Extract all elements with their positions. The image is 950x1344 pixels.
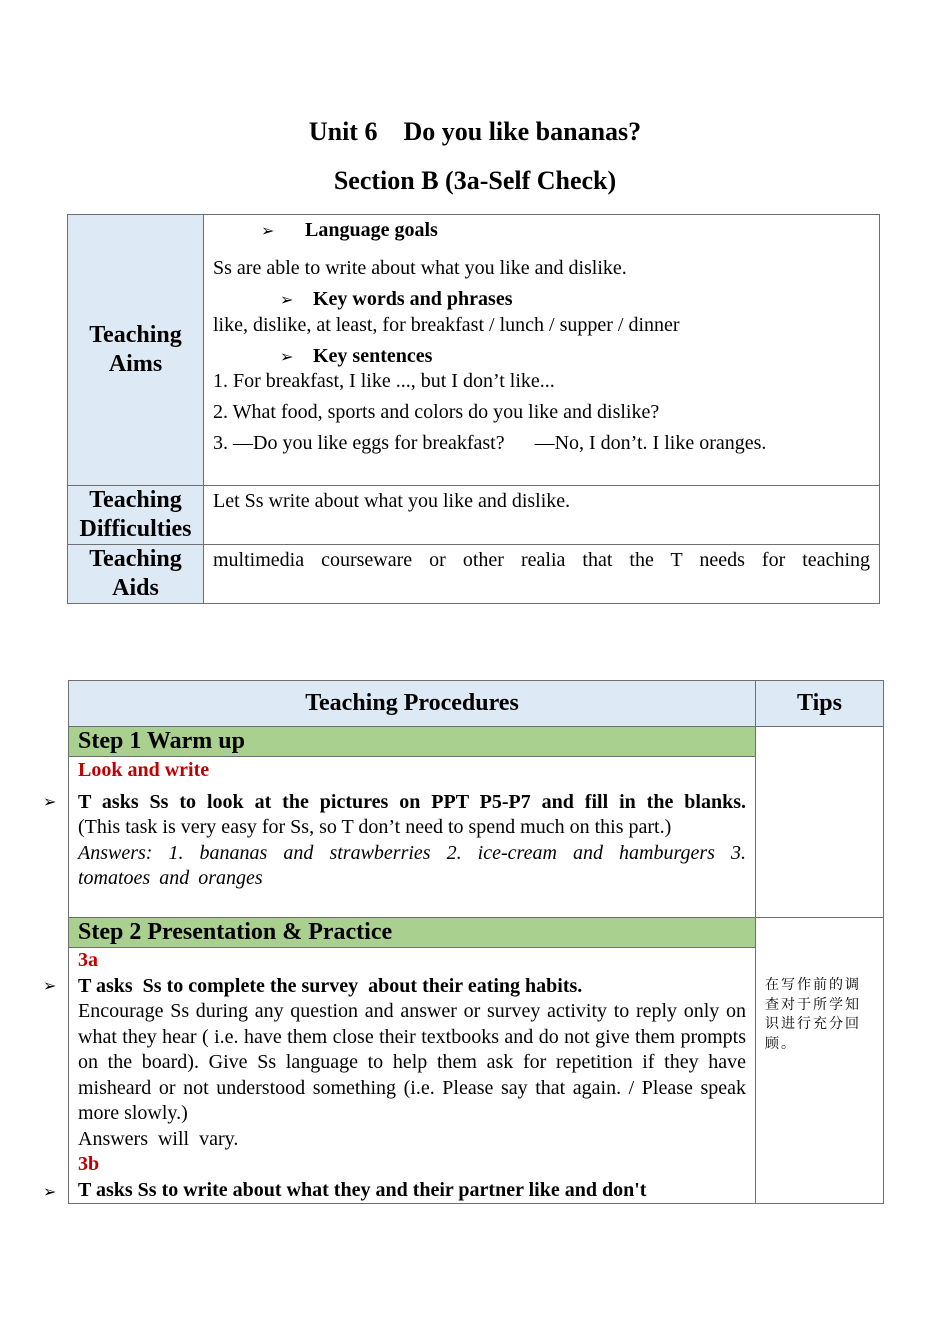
step1-title: Step 1 Warm up	[69, 727, 756, 757]
label-3a: 3a	[78, 949, 98, 971]
page-subtitle: Section B (3a-Self Check)	[333, 166, 617, 195]
aims-content	[204, 215, 880, 486]
label-3b: 3b	[78, 1153, 100, 1175]
aids-label: Teaching Aids	[68, 545, 204, 604]
language-goals-text: Ss are able to write about what you like and dislike.	[213, 257, 627, 279]
page-title: Unit 6 Do you like bananas?	[308, 117, 642, 146]
tips-header: Tips	[756, 681, 884, 727]
key-words-heading: ➢ Key words and phrases	[213, 284, 870, 315]
arrow-bullet-icon: ➢	[43, 792, 57, 811]
sentence-1: 1. For breakfast, I like ..., but I don’t like...	[213, 370, 555, 392]
step1-subtitle: Look and write	[78, 759, 210, 781]
sentence-2: 2. What food, sports and colors do you like and dislike?	[213, 401, 660, 423]
aids-text: multimedia courseware or other realia that the T needs for teaching	[204, 545, 880, 604]
teaching-aims-table	[67, 214, 880, 604]
step1-answers: Answers: 1. bananas and strawberries 2. ice-cream and hamburgers 3. tomatoes and oranges	[78, 841, 746, 889]
procedures-header: Teaching Procedures	[69, 681, 756, 727]
step1-note: (This task is very easy for Ss, so T don’t need to spend much on this part.)	[78, 816, 672, 838]
instruction-3a: T asks Ss to complete the survey about their eating habits.	[78, 974, 583, 997]
difficulties-label: Teaching Difficulties	[68, 486, 204, 545]
language-goals-heading: ➢ Language goals	[213, 215, 870, 246]
step1-body	[69, 757, 756, 918]
step2-title: Step 2 Presentation & Practice	[69, 918, 756, 948]
teaching-procedures-table	[68, 680, 884, 1204]
difficulties-text: Let Ss write about what you like and dislike.	[204, 486, 880, 545]
text-3a: Encourage Ss during any question and answer or survey activity to reply only on what they hear ( i.e. have them close their textbooks and do not give them prompts on the board). Give Ss language to help them ask for repetition if they have misheard or not understood something (i.e. Please say that again. / Please speak more slowly.)	[78, 1000, 746, 1124]
step1-tips	[756, 727, 884, 918]
key-words-text: like, dislike, at least, for breakfast / lunch / supper / dinner	[213, 314, 680, 336]
answers-3a: Answers will vary.	[78, 1127, 239, 1150]
arrow-bullet-icon: ➢	[43, 1182, 57, 1201]
arrow-bullet-icon: ➢	[280, 347, 294, 366]
arrow-bullet-icon: ➢	[280, 290, 294, 309]
key-sentences-heading: ➢ Key sentences	[213, 341, 870, 372]
step2-tip: 在写作前的调查对于所学知识进行充分回顾。	[756, 918, 884, 1204]
instruction-3b: T asks Ss to write about what they and their partner like and don't	[78, 1178, 647, 1201]
arrow-bullet-icon: ➢	[261, 221, 275, 240]
step2-body	[69, 948, 756, 1204]
sentence-3: 3. —Do you like eggs for breakfast? —No, I don’t. I like oranges.	[213, 432, 767, 454]
arrow-bullet-icon: ➢	[43, 976, 57, 995]
aims-label: Teaching Aims	[68, 215, 204, 486]
step1-instruction: T asks Ss to look at the pictures on PPT P5-P7 and fill in the blanks.	[78, 790, 746, 813]
